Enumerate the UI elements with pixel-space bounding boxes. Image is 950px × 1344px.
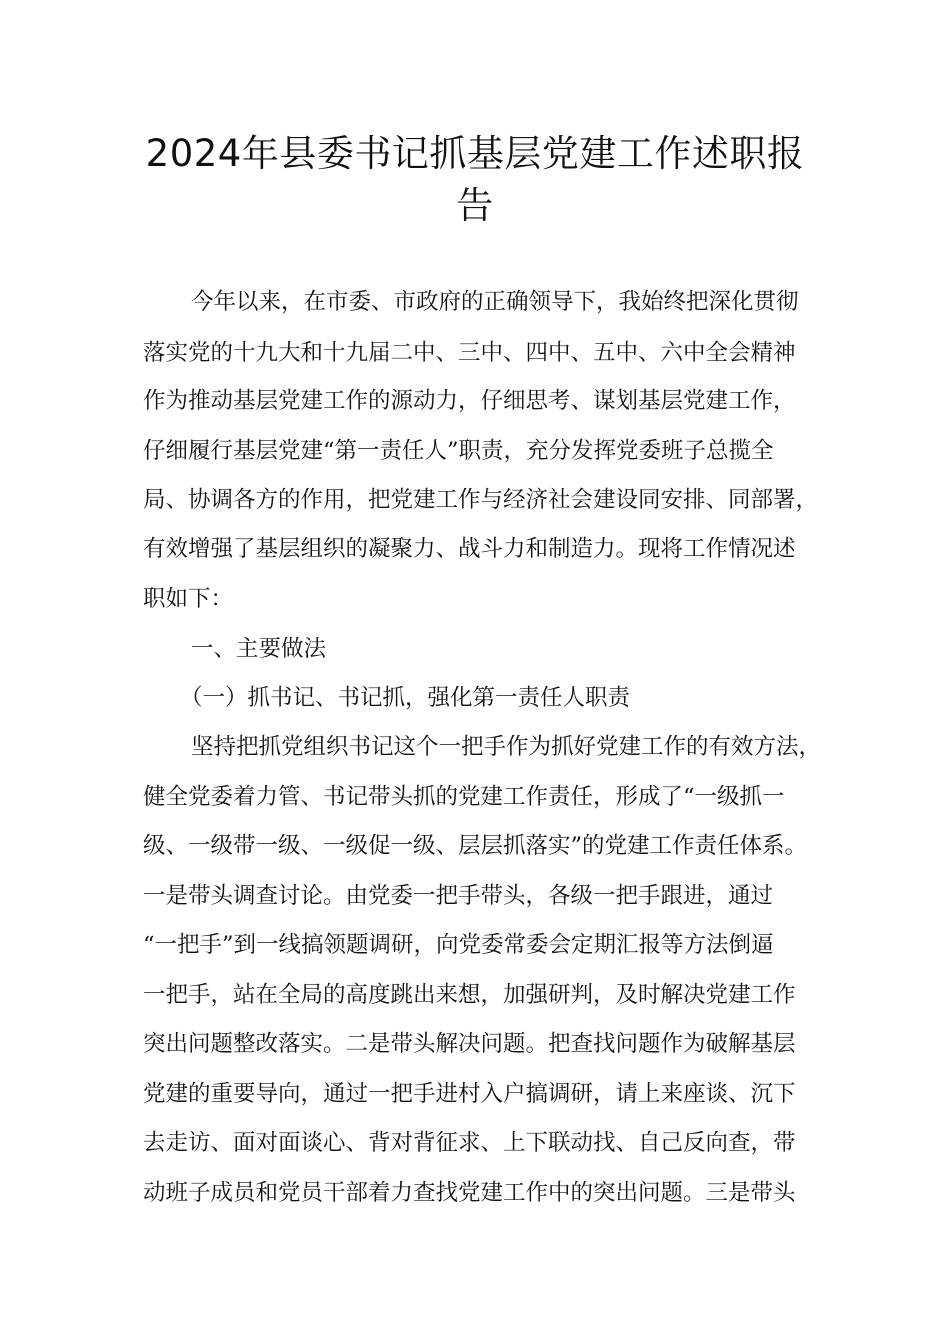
paragraph-line: 健全党委着力管、书记带头抓的党建工作责任，形成了“一级抓一 [143,784,785,810]
paragraph-line: 坚持把抓党组织书记这个一把手作为抓好党建工作的有效方法， [191,734,822,760]
document-title-line-2: 告 [456,184,494,227]
paragraph-line: 一是带头调查讨论。由党委一把手带头，各级一把手跟进，通过 [143,883,774,909]
paragraph-line: “一把手”到一线搞领题调研，向党委常委会定期汇报等方法倒逼 [143,932,774,958]
paragraph-line: 有效增强了基层组织的凝聚力、战斗力和制造力。现将工作情况述 [143,536,796,562]
paragraph-line: 突出问题整改落实。二是带头解决问题。把查找问题作为破解基层 [143,1031,796,1057]
paragraph-line: 职如下： [143,586,234,612]
paragraph-line: 仔细履行基层党建“第一责任人”职责，充分发挥党委班子总揽全 [143,438,774,464]
paragraph-line: 今年以来，在市委、市政府的正确领导下，我始终把深化贯彻 [191,289,799,315]
paragraph-line: 党建的重要导向，通过一把手进村入户搞调研，请上来座谈、沉下 [143,1081,796,1107]
section-heading: 一、主要做法 [191,636,327,662]
paragraph-line: 去走访、面对面谈心、背对背征求、上下联动找、自己反向查，带 [143,1130,796,1156]
paragraph-line: 级、一级带一级、一级促一级、层层抓落实”的党建工作责任体系。 [143,833,808,859]
document-title-line-1: 2024年县委书记抓基层党建工作述职报 [145,132,805,175]
paragraph-line: 局、协调各方的作用，把党建工作与经济社会建设同安排、同部署， [143,487,819,513]
paragraph-line: 一把手，站在全局的高度跳出来想，加强研判，及时解决党建工作 [143,982,796,1008]
paragraph-line: 落实党的十九大和十九届二中、三中、四中、五中、六中全会精神 [143,340,796,366]
paragraph-line: 作为推动基层党建工作的源动力，仔细思考、谋划基层党建工作， [143,388,796,414]
subsection-heading: （一）抓书记、书记抓，强化第一责任人职责 [180,685,631,711]
paragraph-line: 动班子成员和党员干部着力查找党建工作中的突出问题。三是带头 [143,1180,796,1206]
